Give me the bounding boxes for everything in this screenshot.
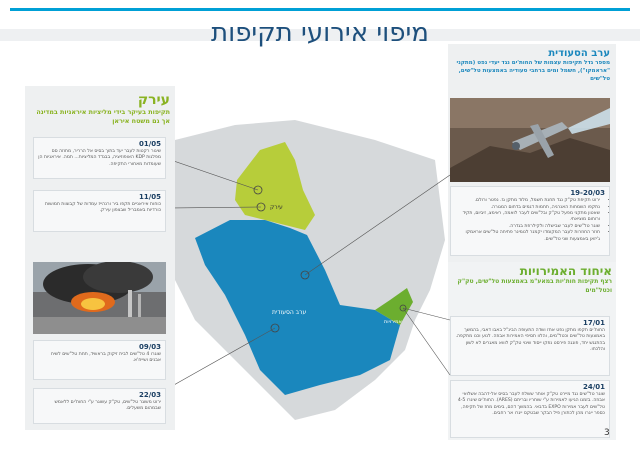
saudi-event-card xyxy=(450,186,610,256)
iraq-subheading: תקיפות בעיקר בידי מליציות איראניות במדינה אך גם משטח איראן xyxy=(36,108,170,125)
top-accent-line xyxy=(10,8,630,11)
map-label-iraq: עירק xyxy=(270,204,283,211)
map-label-uae: אמירויות xyxy=(384,319,402,325)
page-title: מיפוי אירועי תקיפות xyxy=(211,18,429,48)
saudi-heading: ערב הסעודית xyxy=(548,48,610,59)
saudi-header xyxy=(452,48,610,83)
saudi-subheading: מספר גדל תקיפות עצמות של החות'ים נגד יעדי נפט (מתקני "אראמקו"), חשמל ומים ברחבי סעודיה באמצעות טל"שים, טל"שים xyxy=(456,60,610,82)
iraq-event-card xyxy=(33,340,166,380)
event-date: 11/05 xyxy=(138,193,161,201)
list-item: • חוזר החוזרות לעבר המקומדו יקמנר לנומינר פתיחה טל"שים אראמקו ג'יזאן באמצעות שני טל"שים. xyxy=(455,230,600,243)
event-date: 09/03 xyxy=(138,343,161,351)
page-number: 3 xyxy=(604,428,610,438)
list-item: • שאטון מתקני מפעל טק"ק ובל"שים לעבר לואמה, ראימצ, זיביום, תקיד ורוחום מוציאתי. xyxy=(455,211,600,224)
event-text: שוגרו 4 טל"שים לבית זיקוק בראשיד, תחת טל"שים לשיח אבנים ושייח'א. xyxy=(50,352,161,364)
event-text: ירוט משוגר טל"שים, טק"ק עשוגר ע"י החות'ים ללאמש שבמהום משעלים. xyxy=(54,400,161,412)
uae-subheading: רצף תקיפות חות'יות במאע"מ באמצעות טל"שים, טק"ק וכטל"מים xyxy=(457,278,612,294)
event-date: 19-20/03 xyxy=(570,189,605,197)
uae-event-card xyxy=(450,316,610,376)
drone-photo xyxy=(450,98,610,182)
map-label-saudi: ערב הסעודית xyxy=(272,309,307,316)
event-text: כוחות איראניים תקפו ביר ורנהייז עמדות של קבוצות חמושות כורדיות באמבריל שבצפון עירק. xyxy=(44,202,161,214)
iraq-event-card xyxy=(33,190,166,232)
list-item: • נתקפו השמחות האנרגיה, תחמות דגמים בדחום המגורה. xyxy=(455,205,600,211)
saudi-bullet-list xyxy=(455,198,605,243)
iraq-heading: עירק xyxy=(137,92,170,108)
event-date: 22/03 xyxy=(138,391,161,399)
event-text: שיגור רקטות לעבר יעד בתוך בסיס אל הרריר, מחוזה סס מפלגות KDP האופוזיציה, בבגדד המליציות... תמה. איראניות הן שעומדות מאחורי התקיפה. xyxy=(38,149,161,167)
region-map xyxy=(175,120,465,420)
event-date: 24/01 xyxy=(582,383,605,391)
uae-event-card xyxy=(450,380,610,438)
iraq-event-card xyxy=(33,137,166,179)
list-item: • ירוט תקיפת טק"ק נגד תחנת חשמל, מלוד מתקן גז. נפטר ורולם. xyxy=(455,198,600,204)
iraq-event-card xyxy=(33,388,166,424)
list-item: • שוגר טל"שים לעבר שבישלה ולקילרפת בגדרה. xyxy=(455,224,600,230)
uae-header xyxy=(452,264,612,295)
oil-fire-photo xyxy=(33,262,166,334)
event-date: 01/05 xyxy=(138,140,161,148)
event-text: החות'ים תקפו מתקן נפט אחז ושדה התעופה הבינ"ל באבו דאבי, בהמשך באמצעות טל"שים וכטל"מים, והלוו תסיפי האמירות אבוזה. לנוע וכנו מתקפה. בהתנגש יחד, פונגה פירסט נפקו ייסוד שינוי טק"ק לוווא מאגרים לא לשון והלכחו. xyxy=(455,328,605,352)
event-text: שוגר טל"שים נגד מיירט טק"ק אותר ששלח לעבר בסיס אל-דהבה אשלואי אבוזה. בזמנו הגיעו לאמירות ע"י שוחריו ובריתם (ARES). החות'ים שיגרו 4-5 טל"שים לעבר אמירות EXPO בדבאי. בהמשך דהם, בימים מחז של תקיפה, כספר ייגרו מהן לכתורן פיל הבקר שבטקס ייגרו אר רחבים. xyxy=(457,392,605,416)
event-date: 17/01 xyxy=(582,319,605,327)
uae-heading: איחוד האמירויות xyxy=(519,264,612,278)
iraq-header xyxy=(30,92,170,126)
